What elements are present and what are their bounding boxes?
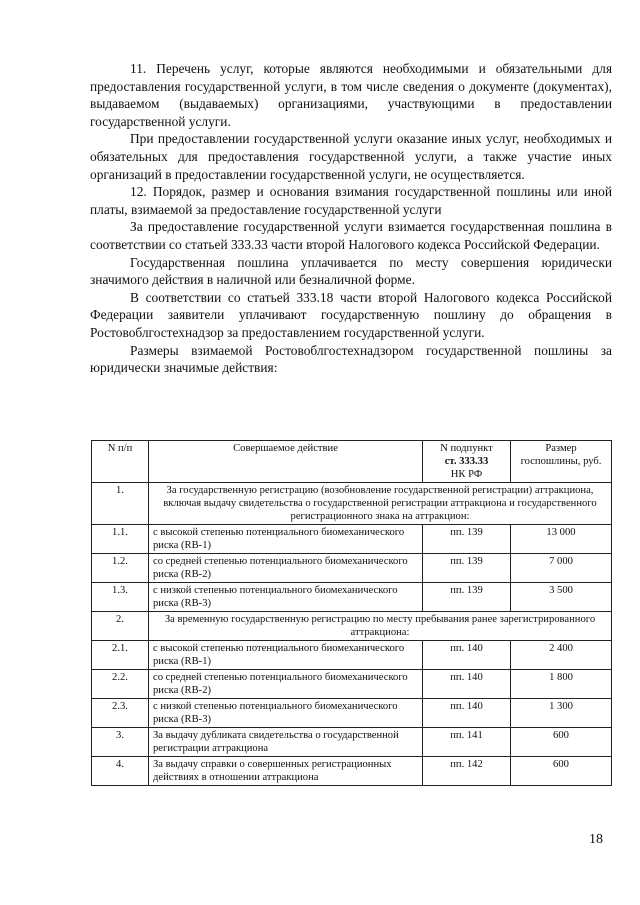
row-num: 2.3. xyxy=(92,699,149,728)
paragraph-fee-basis: За предоставление государственной услуги взимается государственная пошлина в соответствии со статьей 333.33 части второй Налогового кодекса Российской Федерации. xyxy=(90,219,612,252)
paragraph-table-intro: Размеры взимаемой Ростовоблгостехнадзором государственной пошлины за юридически значимые действия: xyxy=(90,342,612,376)
row-fee: 13 000 xyxy=(511,525,612,554)
row-clause: пп. 140 xyxy=(423,699,511,728)
row-num: 1.1. xyxy=(92,525,149,554)
row-text: с низкой степенью потенциального биомеханического риска (RB-3) xyxy=(149,699,423,728)
row-clause: пп. 140 xyxy=(423,641,511,670)
row-clause: пп. 139 xyxy=(423,583,511,612)
header-clause-line2: ст. 333.33 xyxy=(444,456,489,467)
row-section-text: За временную государственную регистрацию по месту пребывания ранее зарегистрированного аттракциона: xyxy=(149,612,612,641)
fee-table xyxy=(91,440,612,786)
row-clause: пп. 139 xyxy=(423,554,511,583)
row-text: со средней степенью потенциального биомеханического риска (RB-2) xyxy=(149,554,423,583)
body-text xyxy=(90,60,612,377)
header-clause-line3: НК РФ xyxy=(450,469,483,480)
row-clause: пп. 141 xyxy=(423,728,511,757)
row-text: со средней степенью потенциального биомеханического риска (RB-2) xyxy=(149,670,423,699)
row-num: 1.2. xyxy=(92,554,149,583)
row-fee: 1 800 xyxy=(511,670,612,699)
row-num: 1. xyxy=(92,483,149,525)
row-text: с низкой степенью потенциального биомеханического риска (RB-3) xyxy=(149,583,423,612)
row-section-text: За государственную регистрацию (возобновление государственной регистрации) аттракциона, включая выдачу свидетельства о государственной регистрации аттракциона и государственного регистрационного знака на аттракцион: xyxy=(149,483,612,525)
table-header-row xyxy=(92,441,612,483)
paragraph-payment-timing: В соответствии со статьей 333.18 части второй Налогового кодекса Российской Федерации заявители уплачивают государственную пошлину до обращения в Ростовоблгостехнадзор за предоставлением государственной услуги. xyxy=(90,289,612,340)
row-text: с высокой степенью потенциального биомеханического риска (RB-1) xyxy=(149,525,423,554)
table-row xyxy=(92,757,612,786)
header-clause-line1: N подпункт xyxy=(440,443,493,454)
header-action: Совершаемое действие xyxy=(149,441,423,483)
table-row xyxy=(92,583,612,612)
row-num: 3. xyxy=(92,728,149,757)
table-row xyxy=(92,641,612,670)
row-text: с высокой степенью потенциального биомеханического риска (RB-1) xyxy=(149,641,423,670)
row-clause: пп. 139 xyxy=(423,525,511,554)
header-num: N п/п xyxy=(92,441,149,483)
row-num: 4. xyxy=(92,757,149,786)
row-fee: 7 000 xyxy=(511,554,612,583)
row-fee: 600 xyxy=(511,728,612,757)
row-fee: 3 500 xyxy=(511,583,612,612)
paragraph-payment-form: Государственная пошлина уплачивается по месту совершения юридически значимого действия в наличной или безналичной форме. xyxy=(90,254,612,288)
row-fee: 600 xyxy=(511,757,612,786)
table-row xyxy=(92,525,612,554)
row-text: За выдачу дубликата свидетельства о государственной регистрации аттракциона xyxy=(149,728,423,757)
table-row xyxy=(92,728,612,757)
table-row xyxy=(92,612,612,641)
table-row xyxy=(92,483,612,525)
row-num: 1.3. xyxy=(92,583,149,612)
header-fee: Размер госпошлины, руб. xyxy=(511,441,612,483)
table-row xyxy=(92,554,612,583)
paragraph-no-other-services: При предоставлении государственной услуги оказание иных услуг, необходимых и обязательных для предоставления государственной услуги, а также участие иных организаций в предоставлении государственной услуги, не осуществляется. xyxy=(90,131,612,182)
row-clause: пп. 140 xyxy=(423,670,511,699)
row-fee: 1 300 xyxy=(511,699,612,728)
paragraph-fee-heading: 12. Порядок, размер и основания взимания государственной пошлины или иной платы, взимаемой за предоставление государственной услуги xyxy=(90,184,612,217)
table-row xyxy=(92,699,612,728)
row-text: За выдачу справки о совершенных регистрационных действиях в отношении аттракциона xyxy=(149,757,423,786)
table-row xyxy=(92,670,612,699)
header-clause xyxy=(423,441,511,483)
row-num: 2.2. xyxy=(92,670,149,699)
row-clause: пп. 142 xyxy=(423,757,511,786)
page-number: 18 xyxy=(589,832,603,847)
row-num: 2. xyxy=(92,612,149,641)
paragraph-services-list: 11. Перечень услуг, которые являются необходимыми и обязательными для предоставления государственной услуги, в том числе сведения о документе (документах), выдаваемом (выдаваемых) организациями, участвующими в предоставлении государственной услуги. xyxy=(90,61,612,129)
row-num: 2.1. xyxy=(92,641,149,670)
row-fee: 2 400 xyxy=(511,641,612,670)
